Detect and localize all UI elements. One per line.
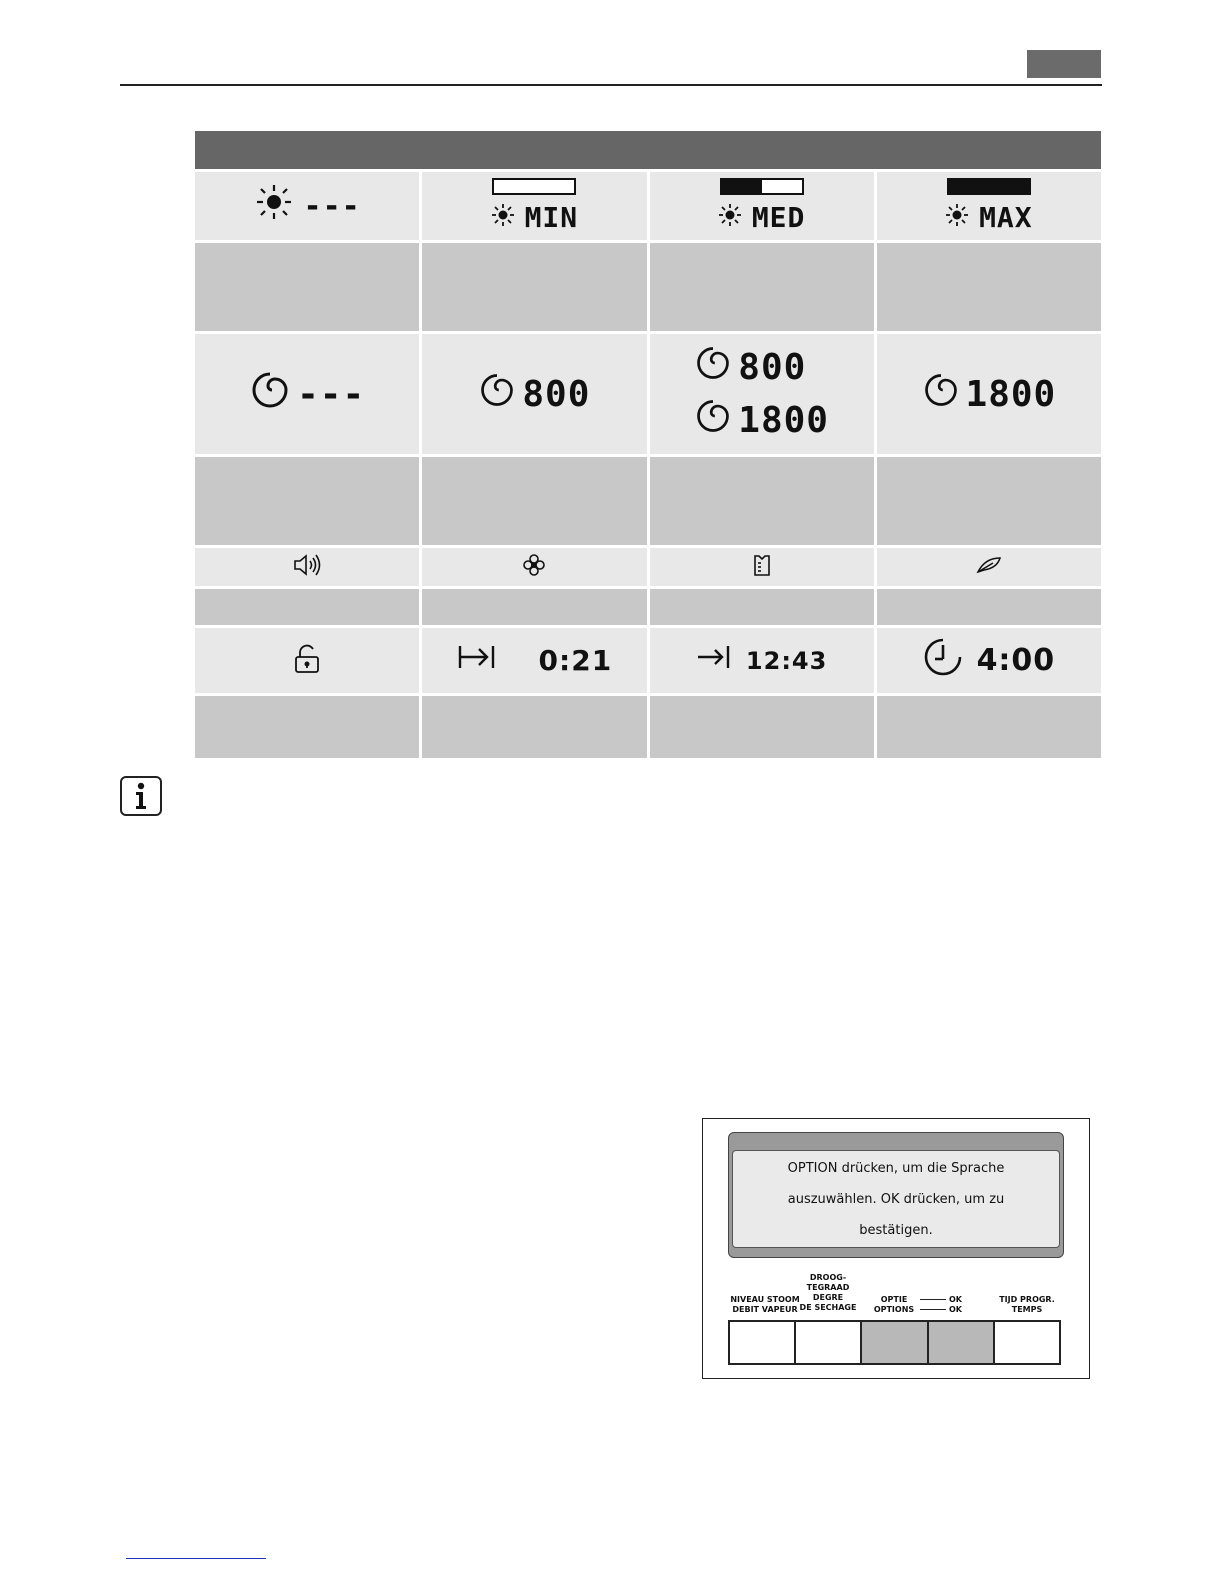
empty-cell [422,457,646,545]
label-line: TEGRAAD [806,1283,850,1292]
sun-icon [945,201,969,234]
empty-cell [650,589,874,625]
empty-cell [877,457,1101,545]
option-button[interactable] [862,1322,928,1363]
steam-min-cell [422,172,646,240]
duration-arrow-icon [457,643,497,678]
shirt-tag-cell [650,548,874,586]
steam-level-bar [492,178,576,195]
empty-cell [195,457,419,545]
ok-button[interactable] [929,1322,995,1363]
empty-cell [650,457,874,545]
steam-off-cell [195,172,419,240]
bar-fill [722,180,762,193]
feather-cell [877,548,1101,586]
option-label: OPTIE [880,1295,908,1304]
empty-cell [877,243,1101,331]
spin-range-low-value: 800 [738,347,807,388]
display-message-line: OPTION drücken, um die Sprache [787,1160,1005,1176]
empty-cell [650,696,874,758]
dryness-button-label [796,1273,860,1313]
label-line: TIJD PROGR. [999,1295,1055,1304]
label-line: DEGRE [812,1293,844,1302]
display-screen [728,1132,1064,1258]
option-ok-button-label [871,1295,991,1315]
delay-start-cell [877,628,1101,693]
steam-level-button[interactable] [730,1322,796,1363]
bar-fill [949,180,1029,193]
dryness-button[interactable] [796,1322,862,1363]
padlock-open-icon [294,644,320,678]
ok-label: OK [949,1295,962,1304]
door-lock-cell [195,628,419,693]
connector-line [920,1309,946,1310]
spin-icon [478,371,516,418]
spin-range-cell [650,334,874,454]
label-line: DEBIT VAPEUR [732,1305,798,1314]
label-line: TEMPS [1011,1305,1043,1314]
empty-cell [195,696,419,758]
flower-cell [422,548,646,586]
empty-cell [877,696,1101,758]
clock-icon [923,637,963,684]
steam-max-label: MAX [979,201,1033,234]
button-row [728,1320,1061,1365]
steam-med-cell [650,172,874,240]
empty-cell [422,589,646,625]
control-panel-illustration [702,1118,1090,1379]
end-time-cell [650,628,874,693]
ok-label: OK [949,1305,962,1314]
display-message-line: bestätigen. [859,1222,933,1238]
end-time-arrow-icon [696,644,732,677]
time-button[interactable] [995,1322,1059,1363]
spin-icon [922,371,960,418]
spin-icon [249,369,291,420]
steam-level-bar [947,178,1031,195]
sun-icon [718,201,742,234]
spin-range-high-value: 1800 [738,400,829,441]
sun-icon [491,201,515,234]
steam-level-bar [720,178,804,195]
top-rule [120,84,1102,86]
empty-cell [422,696,646,758]
label-line: NIVEAU STOOM [730,1295,800,1304]
table-header-bar [195,131,1101,169]
display-message-line: auszuwählen. OK drücken, um zu [787,1191,1005,1207]
label-line: DROOG- [809,1273,847,1282]
display-message-area [732,1150,1060,1248]
spin-off-value: --- [297,373,366,415]
empty-cell [195,243,419,331]
duration-cell [422,628,646,693]
empty-cell [877,589,1101,625]
end-time-value: 12:43 [745,646,828,675]
time-button-label [993,1295,1061,1315]
spin-icon [694,397,732,444]
label-line [871,1295,991,1305]
footer-underline [126,1558,266,1559]
info-icon [120,776,162,816]
empty-cell [650,243,874,331]
duration-value: 0:21 [538,644,613,677]
steam-min-label: MIN [524,201,579,234]
steam-max-cell [877,172,1101,240]
empty-cell [195,589,419,625]
connector-line [920,1299,946,1300]
feather-icon [975,555,1003,579]
delay-start-value: 4:00 [976,643,1056,678]
steam-med-label: MED [751,201,806,234]
spin-800-cell [422,334,646,454]
label-line [871,1305,991,1315]
flower-icon [522,553,546,581]
spin-1800-cell [877,334,1101,454]
sun-icon [254,184,294,228]
label-line: DE SECHAGE [799,1303,857,1312]
display-symbols-table [195,131,1101,758]
empty-cell [422,243,646,331]
speaker-cell [195,548,419,586]
spin-800-value: 800 [522,373,591,415]
spin-icon [694,344,732,391]
steam-off-value: --- [303,188,361,224]
speaker-icon [293,553,321,581]
shirt-tag-icon [753,553,771,581]
steam-level-button-label [725,1295,805,1315]
options-label: OPTIONS [873,1305,915,1314]
spin-1800-value: 1800 [965,373,1057,415]
spin-off-cell [195,334,419,454]
page-tab-marker [1027,50,1101,78]
